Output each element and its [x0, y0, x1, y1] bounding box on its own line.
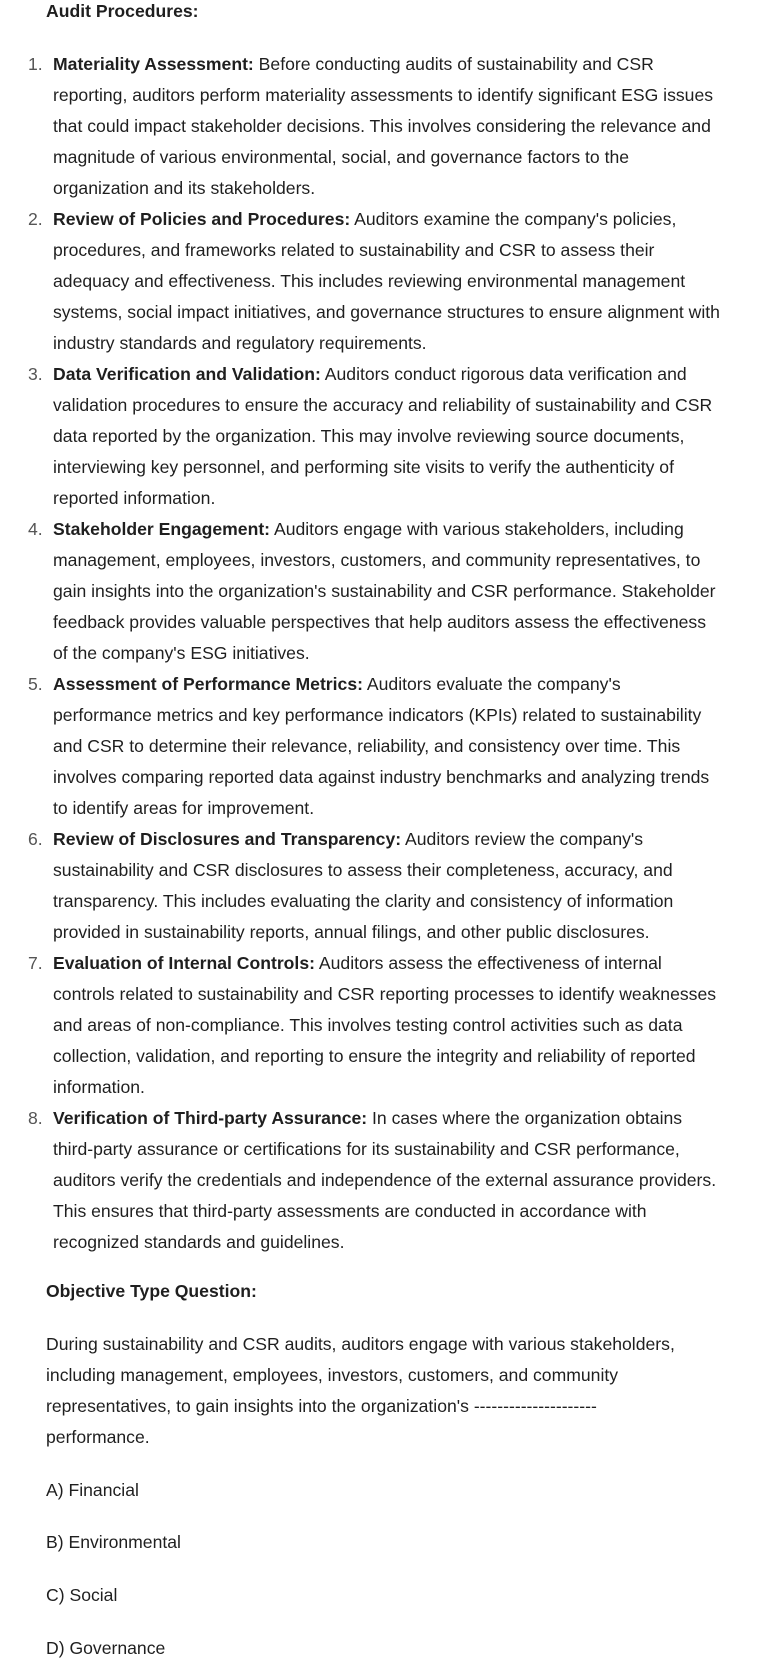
list-item-materiality-assessment — [28, 49, 723, 204]
list-item-data-verification — [28, 359, 723, 514]
list-item-number: 2. — [28, 209, 43, 229]
list-item-stakeholder-engagement — [28, 514, 723, 669]
list-item-text: In cases where the organization obtains third-party assurance or certifications for its sustainability and CSR performance, auditors verify the credentials and independence of the external assurance providers. This ensures that third-party assessments are conducted in accordance with recognized standards and guidelines. — [53, 1108, 717, 1252]
option-d: D) Governance — [46, 1638, 166, 1658]
audit-procedures-heading: Audit Procedures: — [46, 1, 199, 21]
list-item-title: Verification of Third-party Assurance: — [53, 1108, 368, 1128]
list-item-title: Review of Policies and Procedures: — [53, 209, 351, 229]
list-item-title: Materiality Assessment: — [53, 54, 254, 74]
list-item-number: 1. — [28, 54, 43, 74]
question-text: During sustainability and CSR audits, auditors engage with various stakeholders, including management, employees, investors, customers, and community representatives, to gain insights into the organization's --------------------- performance. — [46, 1334, 675, 1447]
objective-question-heading: Objective Type Question: — [46, 1281, 257, 1301]
list-item-title: Review of Disclosures and Transparency: — [53, 829, 402, 849]
list-item-title: Stakeholder Engagement: — [53, 519, 271, 539]
list-item-title: Assessment of Performance Metrics: — [53, 674, 363, 694]
option-a: A) Financial — [46, 1480, 139, 1500]
list-item-number: 6. — [28, 829, 43, 849]
option-b: B) Environmental — [46, 1532, 181, 1552]
list-item-disclosures-transparency — [28, 824, 723, 948]
list-item-number: 5. — [28, 674, 43, 694]
list-item-third-party-assurance — [28, 1103, 723, 1258]
list-item-text: Auditors review the company's sustainability and CSR disclosures to assess their completeness, accuracy, and transparency. This includes evaluating the clarity and consistency of information provided in sustainability reports, annual filings, and other public disclosures. — [53, 829, 674, 942]
list-item-text: Auditors assess the effectiveness of internal controls related to sustainability and CSR reporting processes to identify weaknesses and areas of non-compliance. This involves testing control activities such as data collection, validation, and reporting to ensure the integrity and reliability of reported information. — [53, 953, 717, 1097]
list-item-text: Auditors evaluate the company's performance metrics and key performance indicators (KPIs) related to sustainability and CSR to determine their relevance, reliability, and consistency over time. This involves comparing reported data against industry benchmarks and analyzing trends to identify areas for improvement. — [53, 674, 710, 818]
list-item-internal-controls — [28, 948, 723, 1103]
option-c: C) Social — [46, 1585, 118, 1605]
list-item-title: Evaluation of Internal Controls: — [53, 953, 315, 973]
list-item-text: Auditors examine the company's policies, procedures, and frameworks related to sustainability and CSR to assess their adequacy and effectiveness. This includes reviewing environmental management systems, social impact initiatives, and governance structures to ensure alignment with industry standards and regulatory requirements. — [53, 209, 720, 353]
list-item-review-of-policies — [28, 204, 723, 359]
list-item-number: 4. — [28, 519, 43, 539]
list-item-performance-metrics — [28, 669, 723, 824]
list-item-number: 7. — [28, 953, 43, 973]
list-item-number: 3. — [28, 364, 43, 384]
procedures-list — [28, 49, 723, 1258]
list-item-title: Data Verification and Validation: — [53, 364, 321, 384]
list-item-number: 8. — [28, 1108, 43, 1128]
list-item-text: Auditors engage with various stakeholders, including management, employees, investors, customers, and community representatives, to gain insights into the organization's sustainability and CSR performance. Stakeholder feedback provides valuable perspectives that help auditors assess the effectiveness of the company's ESG initiatives. — [53, 519, 716, 663]
list-item-text: Before conducting audits of sustainability and CSR reporting, auditors perform materiality assessments to identify significant ESG issues that could impact stakeholder decisions. This involves considering the relevance and magnitude of various environmental, social, and governance factors to the organization and its stakeholders. — [53, 54, 714, 198]
list-item-text: Auditors conduct rigorous data verification and validation procedures to ensure the accuracy and reliability of sustainability and CSR data reported by the organization. This may involve reviewing source documents, interviewing key personnel, and performing site visits to verify the authenticity of reported information. — [53, 364, 713, 508]
